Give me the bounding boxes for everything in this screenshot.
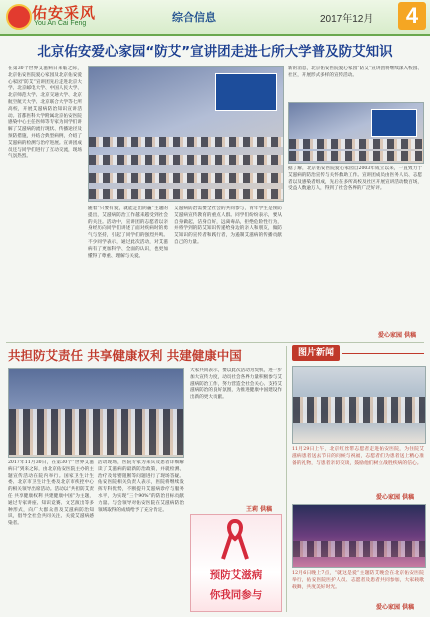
bottom-article-col3: 大家共同表示，要以此次活动为契机，进一步加大宣传力度，动员社会各界力量积极参与艾滋病防治工作，努力营造全社会关心、支持艾滋病防治的良好氛围，为推进健康中国建设作出新的更大贡献。 (190, 368, 282, 401)
poster-slogan-line1: 预防艾滋病 (209, 569, 263, 581)
news-photo-1 (292, 366, 426, 444)
newspaper-logo-icon (6, 4, 32, 30)
page-number: 4 (398, 2, 426, 30)
group-photo (8, 368, 184, 458)
top-article-col2: 随着“只要有爱，就能走出阴霾”主题的提出，艾滋病防治工作越来越受到社会的关注。活动中，宣讲团的志愿者以亲身经历向同学们讲述了面对疾病时的勇气与坚持，引起了同学们的强烈共鸣。不少同学表示，通过此次活动，对艾滋病有了更加科学、全面的认识，也更加懂得了尊重、理解与关爱。 (88, 206, 168, 259)
issue-date: 2017年12月 (320, 14, 374, 25)
picture-news-tag: 图片新闻 (292, 345, 340, 361)
poster-slogan-line2: 你我同参与 (209, 589, 263, 601)
news-photo-2 (292, 504, 426, 568)
newspaper-pinyin: You An Cai Feng (34, 20, 87, 27)
news-caption-1-signature: 爱心家园 供稿 (376, 494, 415, 501)
top-headline: 北京佑安爱心家园“防艾”宣讲团走进七所大学普及防艾知识 (37, 44, 393, 60)
picture-news-rule (342, 353, 424, 354)
bottom-headline: 共担防艾责任 共享健康权利 共建健康中国 (8, 348, 242, 363)
aids-awareness-poster (190, 514, 282, 612)
news-caption-1: 11月29日上午，北京红丝带志愿者走进佑安医院，为住院艾滋病患者送去节日的问候与祝福，志愿者们为患者送上精心准备的礼物，与患者亲切交谈，鼓励他们树立战胜疾病的信心。 (292, 447, 424, 467)
news-caption-2: 12月6日晚上7点，“就这是爱”主题防艾晚会在北京佑安医院举行，佑安医院医护人员、志愿者及患者共同参加，大家载歌载舞，共度美好时光。 (292, 571, 424, 591)
top-article-col4b: 据了解，北京佑安医院爱心家园自2003年成立以来，一直致力于艾滋病的防治宣传与关怀救助工作。宣讲团成员由医务人员、志愿者以及感染者组成，先后在多所高校及社区开展宣讲活动数百场，受益人数逾万人，得到了社会各界的广泛好评。 (288, 166, 422, 192)
section-name: 综合信息 (172, 11, 216, 24)
presentation-screen (215, 73, 277, 111)
news-caption-2-signature: 爱心家园 供稿 (376, 604, 415, 611)
bottom-article-col2: 活动现场，医院专家为来宾及患者详细解读了艾滋病的最新防治政策，并就检测、治疗及母婴阻断等问题进行了现场答疑。佑安医院相关负责人表示，医院将继续发挥专科优势，不断提升艾滋病诊疗与服务水平，为实现“三个90%”的防治目标贡献力量。与会领导对佑安医院在艾滋病防治领域取得的成绩给予了充分肯定。 (98, 460, 184, 513)
top-article-col3: 艾滋病防治需要全社会的共同参与，青年学生是预防艾滋病宣传教育的重点人群。同学们纷纷表示，要从自身做起，洁身自好，远离毒品，拒绝危险性行为，并将学到的防艾知识传递给身边的亲人和朋友，做防艾知识的宣传者和践行者，为遏制艾滋病的传播贡献自己的力量。 (174, 206, 282, 245)
bottom-article-col1: 2017年11月30日，在第30个“世界艾滋病日”到来之际，由北京佑安医院主办的主题宣传活动在院内举行。国家卫生计生委、北京市卫生计生委及北京市疾控中心的相关领导出席活动。活动以“共担防艾责任 共享健康权利 共建健康中国”为主题，通过专家讲座、知识竞赛、文艺演出等多种形式，向广大群众普及艾滋病防治知识，倡导全社会共同关注、关爱艾滋病感染者。 (8, 460, 94, 527)
newspaper-title: 佑安采风 (32, 4, 97, 22)
lecture-photo (288, 102, 424, 164)
top-article-signature: 爱心家园 供稿 (378, 332, 417, 339)
top-article-col4a: 新的消息，北京佑安医院爱心家园“防艾”宣讲团将继续深入校园、社区，开展形式多样的宣传活动。 (288, 66, 422, 78)
top-article-col1: 在第30个世界艾滋病日来临之际，北京佑安医院爱心家园及北京佑安爱心家园“防艾”宣讲团先后走进北京大学、北京邮电大学、中国人民大学、北京师范大学、北京交通大学、北京航空航天大学、北京联合大学等七所高校，开展艾滋病防治知识宣讲活动。首都医科大学附属北京佑安医院感染中心主任医师等专家为同学们讲解了艾滋病的流行现状、传播途径及预防措施，并结合典型病例，介绍了艾滋病的检测与治疗进展。宣讲团成员还与同学们进行了互动交流，现场气氛热烈。 (8, 66, 82, 160)
masthead (0, 0, 430, 36)
red-ribbon-icon (221, 517, 249, 561)
section-divider (6, 342, 424, 343)
top-article-photo (88, 66, 284, 202)
bottom-article-signature: 王莉 供稿 (246, 506, 273, 513)
column-divider (286, 346, 287, 612)
lecture-screen (371, 109, 417, 137)
